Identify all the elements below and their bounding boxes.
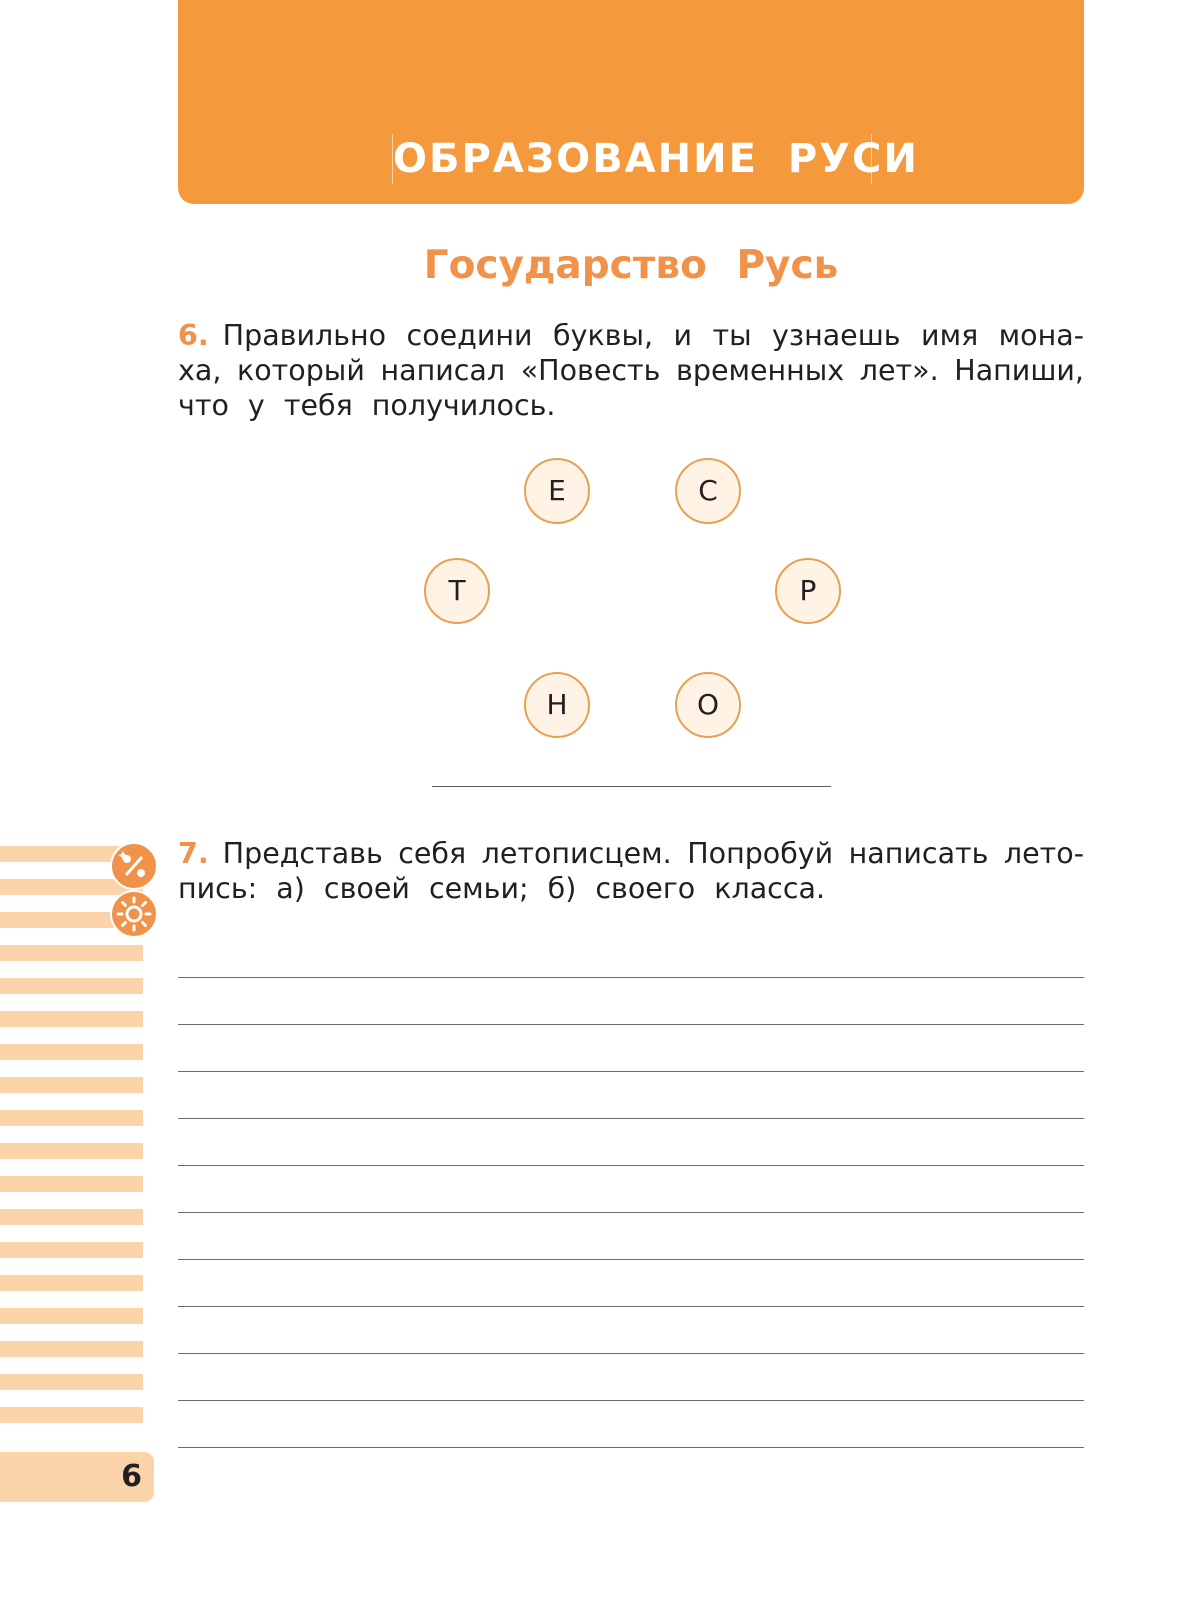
margin-stripe xyxy=(0,1110,143,1126)
page-number-tab xyxy=(0,1452,154,1502)
letter-circle-t[interactable]: Т xyxy=(424,558,490,624)
margin-stripe xyxy=(0,1374,143,1390)
letter-circle-r[interactable]: Р xyxy=(775,558,841,624)
margin-stripe xyxy=(0,1275,143,1291)
margin-stripe xyxy=(0,1407,143,1423)
writing-line[interactable] xyxy=(178,1071,1084,1072)
writing-line[interactable] xyxy=(178,1212,1084,1213)
margin-stripe xyxy=(0,1044,143,1060)
section-title: Государство Русь xyxy=(423,243,839,288)
writing-line[interactable] xyxy=(178,1118,1084,1119)
writing-line[interactable] xyxy=(178,1259,1084,1260)
task-6 xyxy=(178,318,1084,423)
chapter-title: ОБРАЗОВАНИЕ РУСИ xyxy=(393,136,919,182)
margin-stripe xyxy=(0,1341,143,1357)
task-6-line-1: 6. Правильно соедини буквы, и ты узнаешь имя мона- xyxy=(178,319,1084,352)
task-7-line-1: 7. Представь себя летописцем. Попробуй написать лето- xyxy=(178,837,1084,870)
task-6-line-3: что у тебя получилось. xyxy=(178,389,556,422)
task-6-number: 6. xyxy=(178,319,209,352)
writing-line[interactable] xyxy=(178,977,1084,978)
writing-line[interactable] xyxy=(178,1447,1084,1448)
letter-circle-e[interactable]: Е xyxy=(524,458,590,524)
margin-stripe xyxy=(0,1308,143,1324)
letter-circle-s[interactable]: С xyxy=(675,458,741,524)
writing-line[interactable] xyxy=(178,1353,1084,1354)
letter-circle-n[interactable]: Н xyxy=(524,672,590,738)
writing-line[interactable] xyxy=(178,1165,1084,1166)
margin-stripe xyxy=(0,1209,143,1225)
task-7-line-2: пись: а) своей семьи; б) своего класса. xyxy=(178,872,826,905)
writing-line[interactable] xyxy=(178,1306,1084,1307)
writing-line[interactable] xyxy=(178,1024,1084,1025)
margin-stripe xyxy=(0,1242,143,1258)
page-number: 6 xyxy=(121,1459,142,1494)
task-7 xyxy=(178,836,1084,906)
writing-line[interactable] xyxy=(178,1400,1084,1401)
letter-circle-o[interactable]: О xyxy=(675,672,741,738)
margin-stripe xyxy=(0,1077,143,1093)
margin-stripe xyxy=(0,1143,143,1159)
percent-magic-icon xyxy=(110,842,158,890)
task-6-answer-line[interactable] xyxy=(432,786,831,787)
task-6-line-2: ха, который написал «Повесть временных лет». Напиши, xyxy=(178,354,1084,387)
margin-stripe xyxy=(0,1176,143,1192)
task-7-number: 7. xyxy=(178,837,209,870)
sun-icon xyxy=(110,890,158,938)
margin-stripe xyxy=(0,945,143,961)
margin-stripe xyxy=(0,1011,143,1027)
margin-stripe xyxy=(0,978,143,994)
